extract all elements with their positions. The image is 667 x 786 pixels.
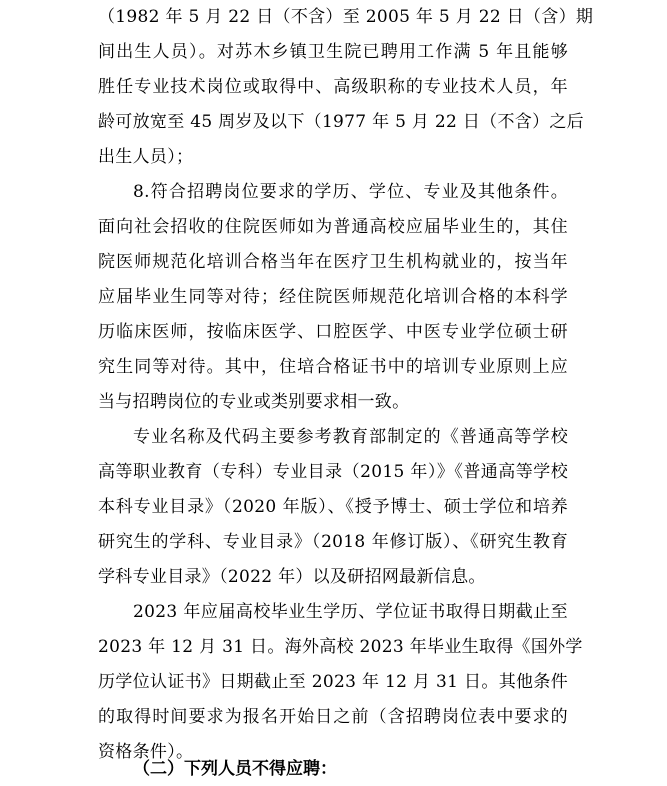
- text-line: 究生同等对待。其中，住培合格证书中的培训专业原则上应: [98, 357, 568, 377]
- text-line: 历学位认证书》日期截止至 2023 年 12 月 31 日。其他条件: [98, 672, 568, 692]
- text-line: 本科专业目录》（2020 年版）、《授予博士、硕士学位和培养: [98, 497, 568, 517]
- text-line: 间出生人员）。对苏木乡镇卫生院已聘用工作满 5 年且能够: [98, 42, 568, 62]
- text-line: 龄可放宽至 45 周岁及以下（1977 年 5 月 22 日（不含）之后: [98, 112, 584, 132]
- text-line: 2023 年应届高校毕业生学历、学位证书取得日期截止至: [133, 602, 568, 622]
- text-line: 资格条件）。: [98, 742, 194, 762]
- text-line: 历临床医师，按临床医学、口腔医学、中医专业学位硕士研: [98, 322, 568, 342]
- text-line: 8.符合招聘岗位要求的学历、学位、专业及其他条件。: [133, 182, 568, 202]
- text-line: 的取得时间要求为报名开始日之前（含招聘岗位表中要求的: [98, 707, 568, 727]
- text-line: 2023 年 12 月 31 日。海外高校 2023 年毕业生取得《国外学: [98, 637, 583, 657]
- text-line: 专业名称及代码主要参考教育部制定的《普通高等学校: [133, 427, 568, 447]
- text-line: （1982 年 5 月 22 日（不含）至 2005 年 5 月 22 日（含）期: [98, 7, 594, 27]
- section-heading: （二）下列人员不得应聘：: [133, 759, 337, 779]
- text-line: 面向社会招收的住院医师如为普通高校应届毕业生的，其住: [98, 217, 568, 237]
- text-line: 胜任专业技术岗位或取得中、高级职称的专业技术人员，年: [98, 77, 568, 97]
- text-line: 研究生的学科、专业目录》（2018 年修订版）、《研究生教育: [98, 532, 568, 552]
- text-line: 高等职业教育（专科）专业目录（2015 年）》《普通高等学校: [98, 462, 568, 482]
- text-line: 出生人员）；: [98, 147, 194, 167]
- text-line: 当与招聘岗位的专业或类别要求相一致。: [98, 392, 410, 412]
- text-line: 学科专业目录》（2022 年）以及研招网最新信息。: [98, 567, 486, 587]
- text-line: 院医师规范化培训合格当年在医疗卫生机构就业的，按当年: [98, 252, 568, 272]
- text-line: 应届毕业生同等对待；经住院医师规范化培训合格的本科学: [98, 287, 568, 307]
